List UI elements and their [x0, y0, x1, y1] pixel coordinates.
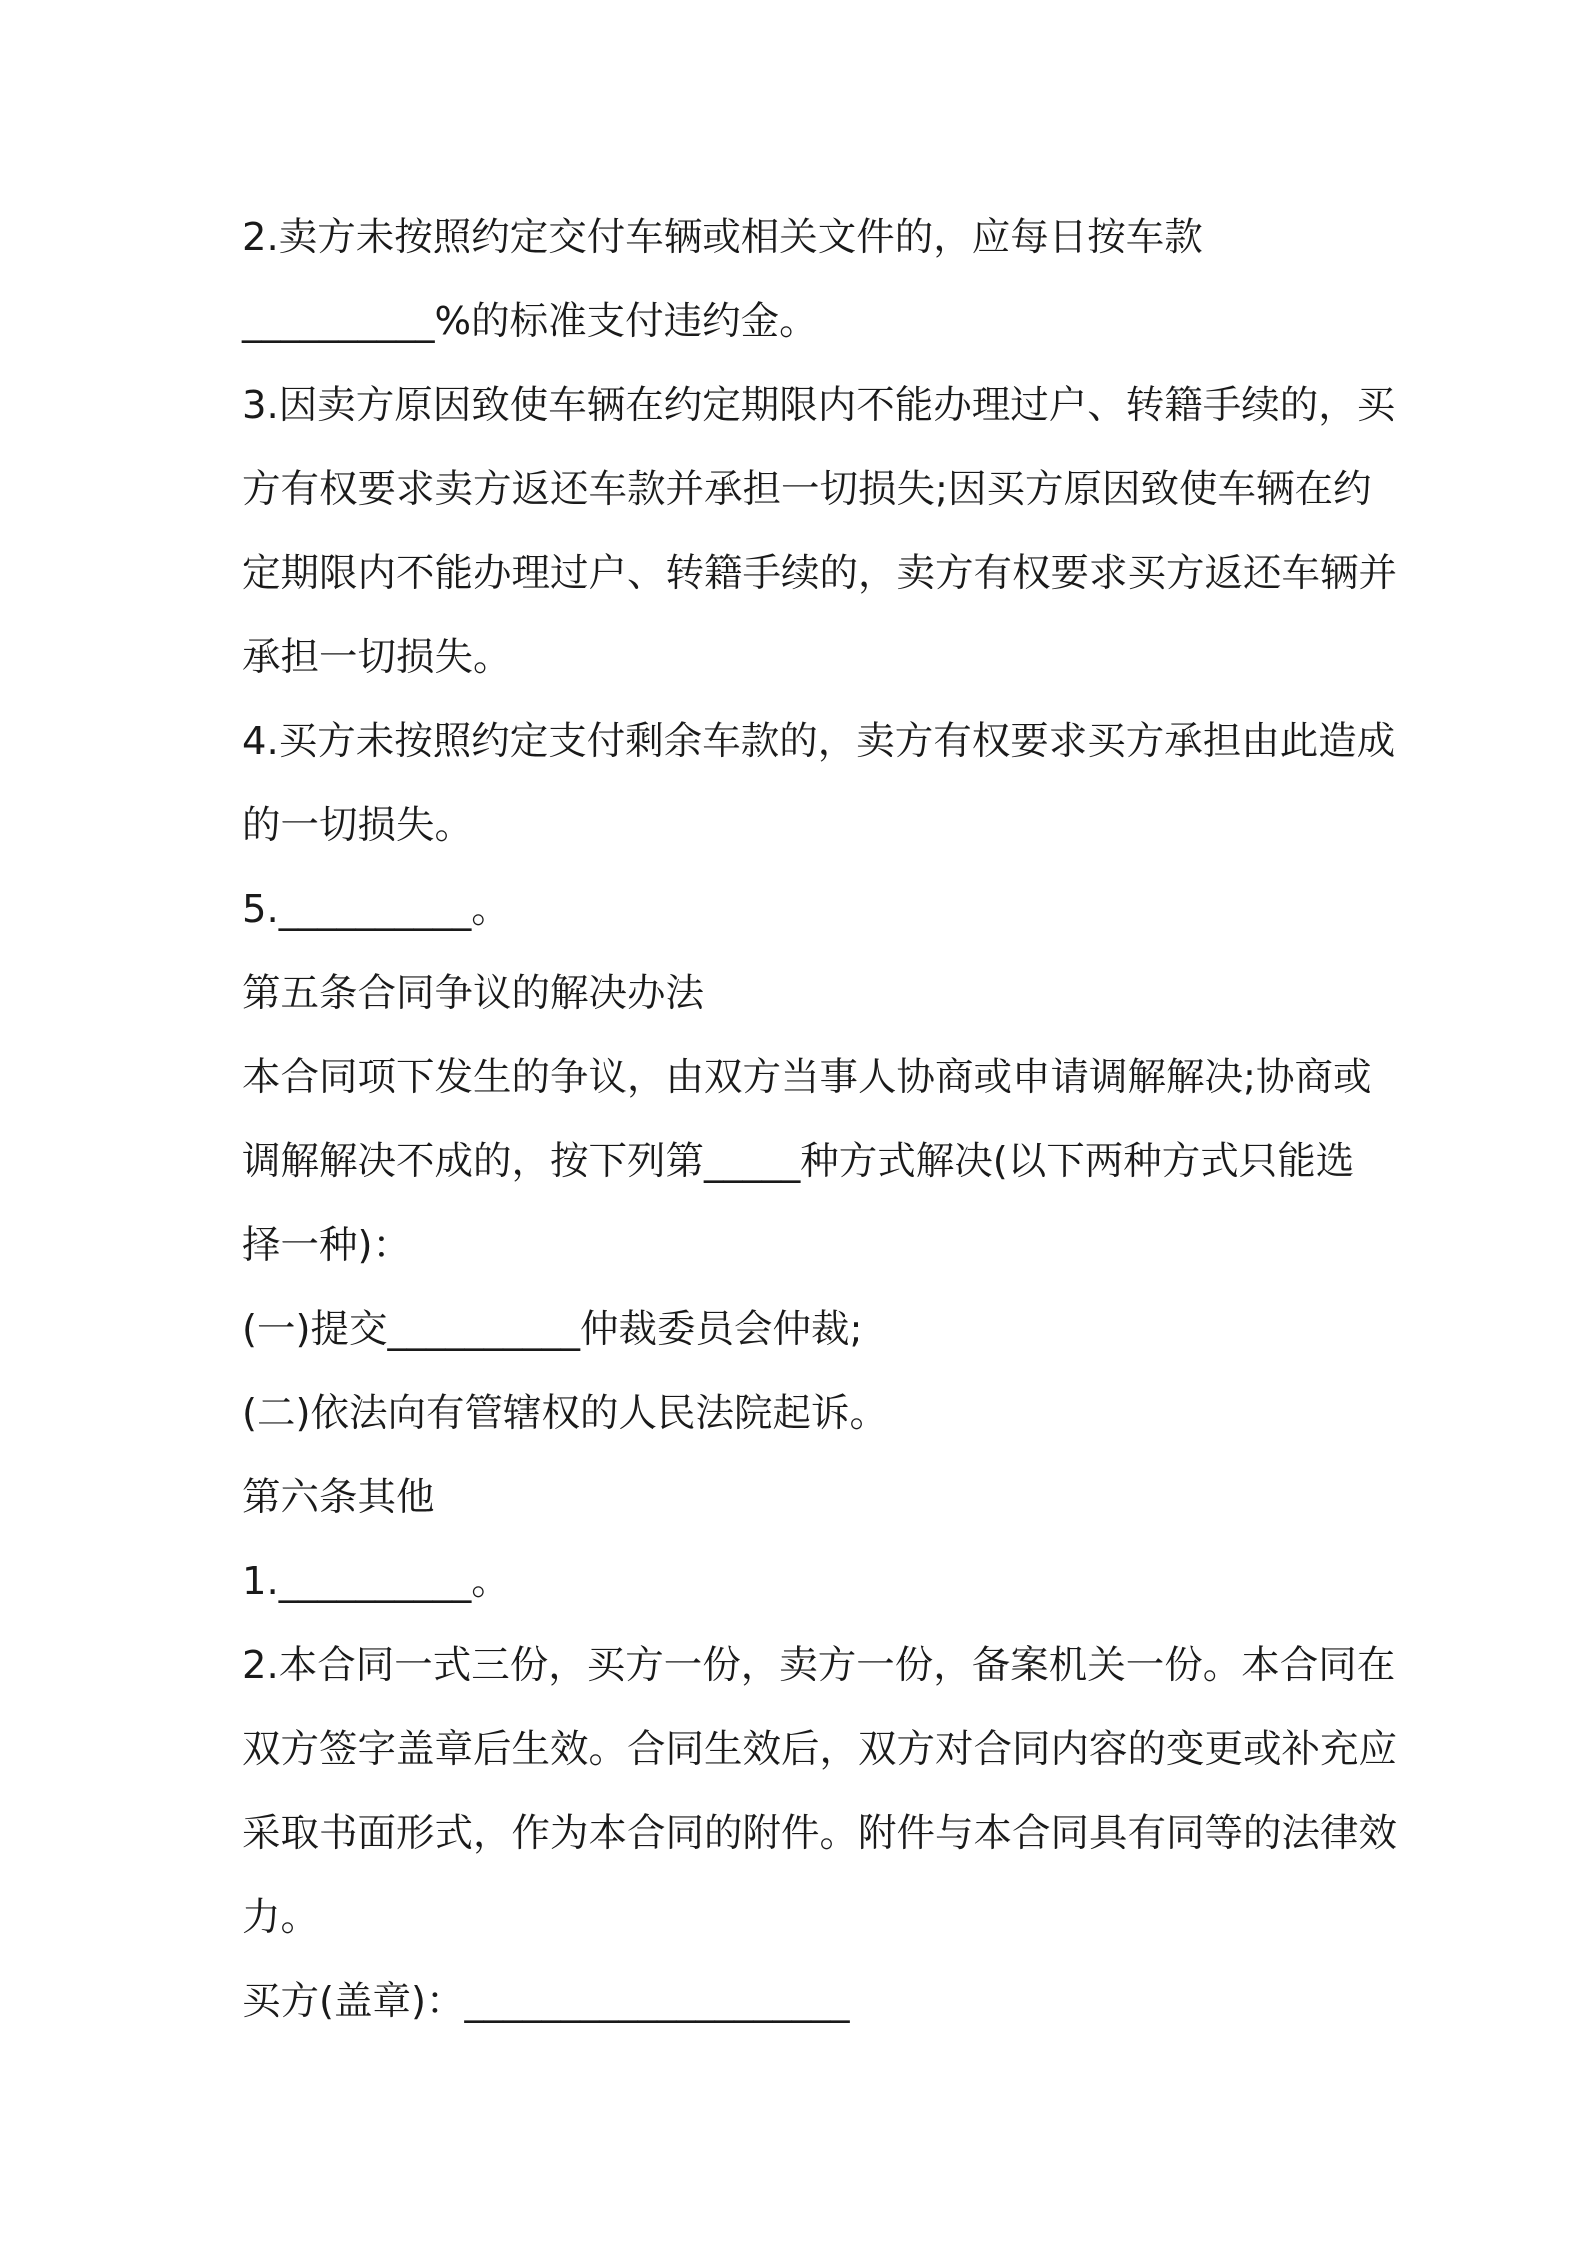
article-5-option-2: (二)依法向有管辖权的人民法院起诉。 [242, 1391, 889, 1436]
article-6-heading: 第六条其他 [242, 1475, 435, 1520]
contract-text [242, 196, 1398, 2044]
clause-4-3-line-4: 承担一切损失。 [242, 635, 512, 680]
article-5-body-line-1: 本合同项下发生的争议，由双方当事人协商或申请调解解决;协商或 [242, 1055, 1372, 1100]
article-5-option-1: (一)提交__________仲裁委员会仲裁; [242, 1307, 863, 1352]
clause-4-4-line-1: 4.买方未按照约定支付剩余车款的，卖方有权要求买方承担由此造成 [242, 719, 1396, 764]
article-5-heading: 第五条合同争议的解决办法 [242, 971, 705, 1016]
clause-4-2-line-2: __________%的标准支付违约金。 [242, 299, 818, 344]
clause-4-4-line-2: 的一切损失。 [242, 803, 474, 848]
buyer-seal-line: 买方(盖章)：____________________ [242, 1979, 850, 2024]
clause-4-2-line-1: 2.卖方未按照约定交付车辆或相关文件的，应每日按车款 [242, 215, 1203, 260]
clause-6-2-line-4: 力。 [242, 1895, 320, 1940]
clause-4-3-line-1: 3.因卖方原因致使车辆在约定期限内不能办理过户、转籍手续的，买 [242, 383, 1396, 428]
article-5-body-line-2: 调解解决不成的，按下列第_____种方式解决(以下两种方式只能选 [242, 1139, 1355, 1184]
clause-6-2-line-3: 采取书面形式，作为本合同的附件。附件与本合同具有同等的法律效 [242, 1811, 1398, 1856]
clause-6-1: 1.__________。 [242, 1559, 510, 1604]
clause-4-5: 5.__________。 [242, 887, 510, 932]
article-5-body-line-3: 择一种)： [242, 1223, 412, 1268]
clause-6-2-line-1: 2.本合同一式三份，买方一份，卖方一份，备案机关一份。本合同在 [242, 1643, 1396, 1688]
clause-4-3-line-3: 定期限内不能办理过户、转籍手续的，卖方有权要求买方返还车辆并 [242, 551, 1398, 596]
clause-4-3-line-2: 方有权要求卖方返还车款并承担一切损失;因买方原因致使车辆在约 [242, 467, 1372, 512]
clause-6-2-line-2: 双方签字盖章后生效。合同生效后，双方对合同内容的变更或补充应 [242, 1727, 1398, 1772]
